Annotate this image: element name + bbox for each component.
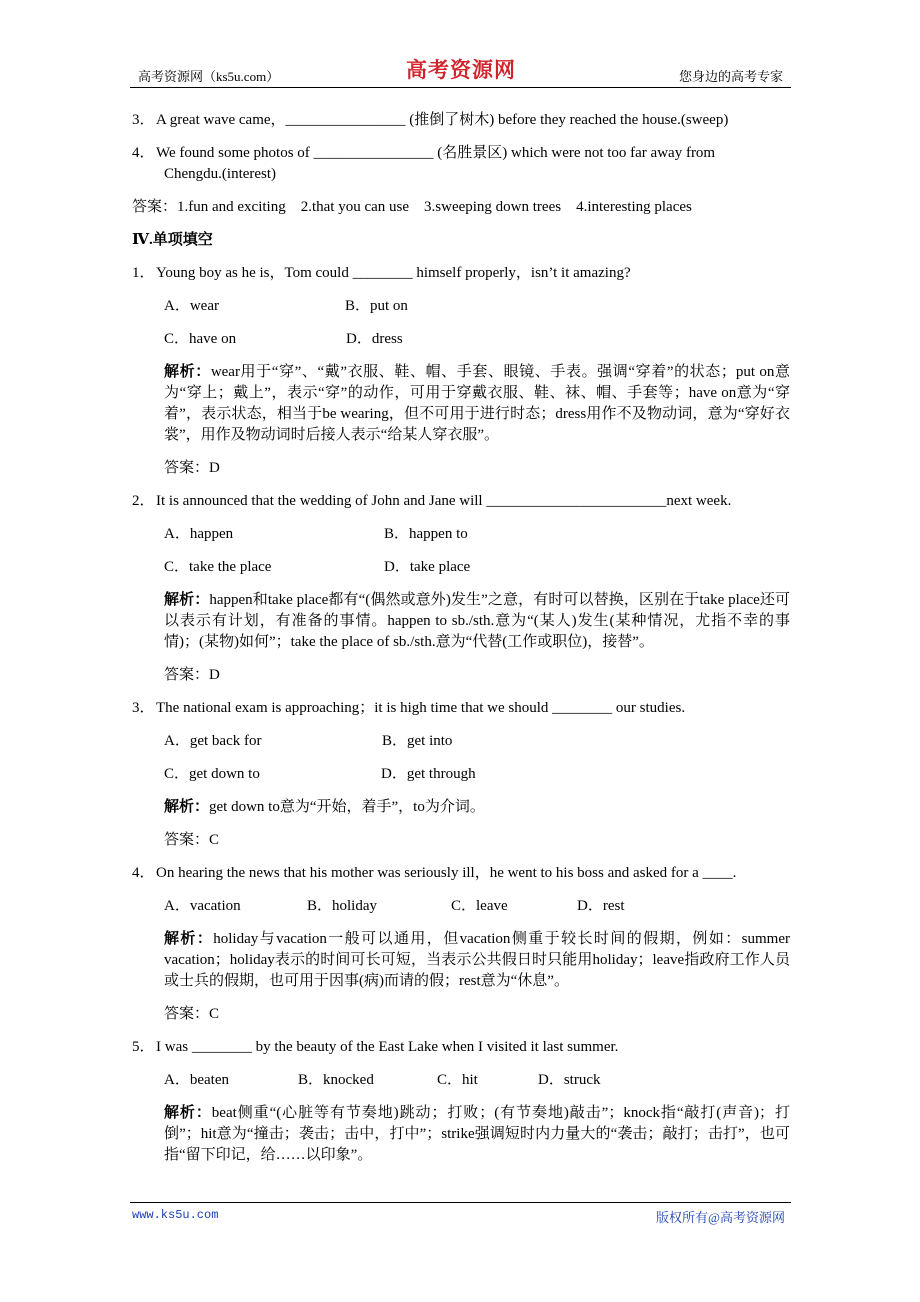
option-b: B．holiday	[307, 898, 377, 914]
document-body	[132, 110, 790, 1166]
item-text: We found some photos of ________________ (名胜景区) which were not too far away from	[156, 145, 716, 161]
question-2	[132, 491, 790, 686]
options-row	[132, 329, 790, 350]
option-b: B．get into	[382, 733, 453, 749]
footer-rule	[130, 1202, 791, 1203]
question-5	[132, 1037, 790, 1166]
fill-item-3	[132, 110, 790, 131]
item-text-continued: Chengdu.(interest)	[164, 166, 277, 182]
options-row	[132, 557, 790, 578]
option-a: A．beaten	[164, 1072, 229, 1088]
answer: 答案：C	[164, 1006, 220, 1022]
question-text: Young boy as he is，Tom could ________ himself properly，isn’t it amazing?	[156, 265, 631, 281]
options-row	[132, 764, 790, 785]
option-c: C．take the place	[164, 559, 272, 575]
analysis-text: beat侧重“(心脏等有节奏地)跳动；打败；(有节奏地)敲击”；knock指“敲打(声音)；打倒”；hit意为“撞击；袭击；击中，打中”；strike强调短时内力量大的“袭击；敲打；击打”，也可指“留下印记，给……以印象”。	[164, 1105, 790, 1163]
analysis	[132, 1103, 790, 1166]
question-4	[132, 863, 790, 1025]
option-c: C．have on	[164, 331, 237, 347]
options-row	[132, 296, 790, 317]
fill-item-4	[132, 143, 790, 164]
options-row	[132, 731, 790, 752]
option-d: D．struck	[538, 1072, 601, 1088]
section-title: Ⅳ.单项填空	[132, 232, 213, 248]
option-d: D．rest	[577, 898, 625, 914]
item-number: 3．	[132, 112, 155, 128]
header-site-name: 高考资源网（ks5u.com）	[138, 69, 280, 84]
option-d: D．get through	[381, 766, 476, 782]
question-number: 4．	[132, 865, 155, 881]
analysis-text: get down to意为“开始，着手”，to为介词。	[209, 799, 485, 815]
option-c: C．leave	[451, 898, 508, 914]
analysis-text: wear用于“穿”、“戴”衣服、鞋、帽、手套、眼镜、手表。强调“穿着”的状态；put on意为“穿上；戴上”，表示“穿”的动作，可用于穿戴衣服、鞋、袜、帽、手套等；have on意为“穿着”，表示状态，相当于be wearing，但不可用于进行时态；dress用作不及物动词，意为“穿好衣裳”，用作及物动词时后接人表示“给某人穿衣服”。	[164, 364, 790, 443]
answer: 答案：D	[164, 667, 220, 683]
analysis-label: 解析：	[164, 364, 211, 380]
footer-url[interactable]: www.ks5u.com	[132, 1208, 219, 1222]
question-1	[132, 263, 790, 479]
options-row	[132, 896, 790, 917]
analysis	[132, 797, 790, 818]
analysis	[132, 929, 790, 992]
analysis-text: holiday与vacation一般可以通用，但vacation侧重于较长时间的假期，例如：summer vacation；holiday表示的时间可长可短，当表示公共假日时只能用holiday；leave指政府工作人员或士兵的假期，也可用于因事(病)而请的假；rest意为“休息”。	[164, 931, 790, 989]
analysis-label: 解析：	[164, 592, 210, 608]
option-c: C．get down to	[164, 766, 260, 782]
question-number: 1．	[132, 265, 155, 281]
page-footer	[130, 1202, 791, 1225]
answer: 答案：C	[164, 832, 220, 848]
answers-line: 答案：1.fun and exciting 2.that you can use 3.sweeping down trees 4.interesting places	[132, 199, 692, 215]
item-text: A great wave came，________________ (推倒了树木) before they reached the house.(sweep)	[156, 112, 729, 128]
question-text: I was ________ by the beauty of the East Lake when I visited it last summer.	[156, 1039, 619, 1055]
option-a: A．happen	[164, 526, 234, 542]
option-b: B．knocked	[298, 1072, 374, 1088]
page-header	[130, 54, 791, 88]
option-d: D．dress	[346, 331, 403, 347]
item-number: 4．	[132, 145, 155, 161]
analysis-label: 解析：	[164, 931, 214, 947]
answer: 答案：D	[164, 460, 220, 476]
option-d: D．take place	[384, 559, 471, 575]
options-row	[132, 524, 790, 545]
option-b: B．put on	[345, 298, 408, 314]
question-number: 2．	[132, 493, 155, 509]
option-a: A．vacation	[164, 898, 241, 914]
option-a: A．get back for	[164, 733, 262, 749]
question-3	[132, 698, 790, 851]
question-number: 5．	[132, 1039, 155, 1055]
options-row	[132, 1070, 790, 1091]
analysis	[132, 362, 790, 446]
question-number: 3．	[132, 700, 155, 716]
header-slogan: 您身边的高考专家	[678, 69, 783, 84]
question-text: On hearing the news that his mother was seriously ill，he went to his boss and asked for a ____.	[156, 865, 737, 881]
header-rule	[130, 87, 791, 88]
option-a: A．wear	[164, 298, 219, 314]
option-c: C．hit	[437, 1072, 478, 1088]
question-text: The national exam is approaching；it is high time that we should ________ our studies.	[156, 700, 686, 716]
analysis-text: happen和take place都有“(偶然或意外)发生”之意，有时可以替换，区别在于take place还可以表示有计划，有准备的事情。happen to sb./sth.意为“(某人)发生(某种情况，尤指不幸的事情)；(某物)如何”；take the place of sb./sth.意为“代替(工作或职位)，接替”。	[164, 592, 790, 650]
analysis	[132, 590, 790, 653]
analysis-label: 解析：	[164, 1105, 212, 1121]
question-text: It is announced that the wedding of John and Jane will ________________________next week.	[156, 493, 732, 509]
footer-copyright: 版权所有@高考资源网	[656, 1210, 785, 1225]
option-b: B．happen to	[384, 526, 468, 542]
analysis-label: 解析：	[164, 799, 210, 815]
header-logo: 高考资源网	[406, 58, 516, 82]
